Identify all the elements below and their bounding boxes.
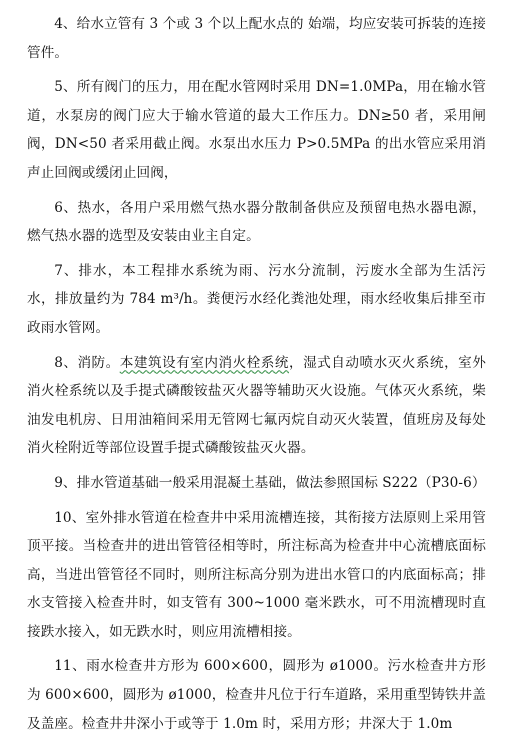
paragraph-11-text: 11、雨水检查井方形为 600×600，圆形为 ø1000。污水检查井方形为 600×600，圆形为 ø1000，检查井凡位于行车道路，采用重型铸铁井盖及盖座。检查井井深小于或等于 1.0m 时，采用方形；井深大于 1.0m (27, 658, 486, 732)
paragraph-8-lead: 8、消防。 (54, 354, 120, 371)
paragraph-7-text: 7、排水，本工程排水系统为雨、污水分流制，污废水全部为生活污水，排放量约为 784 m³/h。粪便污水经化粪池处理，雨水经收集后排至市政雨水管网。 (27, 262, 486, 336)
paragraph-6-text: 6、热水，各用户采用燃气热水器分散制备供应及预留电热水器电源，燃气热水器的选型及安装由业主自定。 (27, 199, 486, 245)
paragraph-10 (27, 504, 486, 647)
paragraph-5 (27, 73, 486, 187)
paragraph-4 (27, 10, 486, 67)
paragraph-9-text: 9、排水管道基础一般采用混凝土基础，做法参照国标 S222（P30-6） (54, 474, 486, 491)
paragraph-4-text: 4、给水立管有 3 个或 3 个以上配水点的 始端，均应安装可拆装的连接管件。 (27, 16, 486, 61)
paragraph-7 (27, 257, 486, 343)
paragraph-9 (27, 469, 486, 498)
paragraph-11 (27, 652, 486, 738)
paragraph-8-rest: ，湿式自动喷水灭火系统，室外消火栓系统以及手提式磷酸铵盐灭火器等辅助灭火设施。气体灭火系统，柴油发电机房、日用油箱间采用无管网七氟丙烷自动灭火装置，值班房及每处消火栓附近等部位设置手提式磷酸铵盐灭火器。 (27, 354, 486, 457)
paragraph-8 (27, 349, 486, 463)
paragraph-8-spellcheck-underlined: 本建筑设有室内消火栓系统 (119, 354, 289, 371)
paragraph-5-text: 5、所有阀门的压力，用在配水管网时采用 DN=1.0MPa，用在输水管道，水泵房的阀门应大于输水管道的最大工作压力。DN≥50 者，采用闸阀，DN<50 者采用截止阀。水泵出水压力 P>0.5MPa 的出水管应采用消声止回阀或缓闭止回阀， (27, 79, 486, 181)
paragraph-10-text: 10、室外排水管道在检查井中采用流槽连接，其衔接方法原则上采用管顶平接。当检查井的进出管管径相等时，所注标高为检查井中心流槽底面标高，当进出管管径不同时，则所注标高分别为进出水管口的内底面标高；排水支管接入检查井时，如支管有 300~1000 毫米跌水，可不用流槽现时直接跌水接入，如无跌水时，则应用流槽相接。 (27, 509, 486, 640)
paragraph-6 (27, 194, 486, 251)
